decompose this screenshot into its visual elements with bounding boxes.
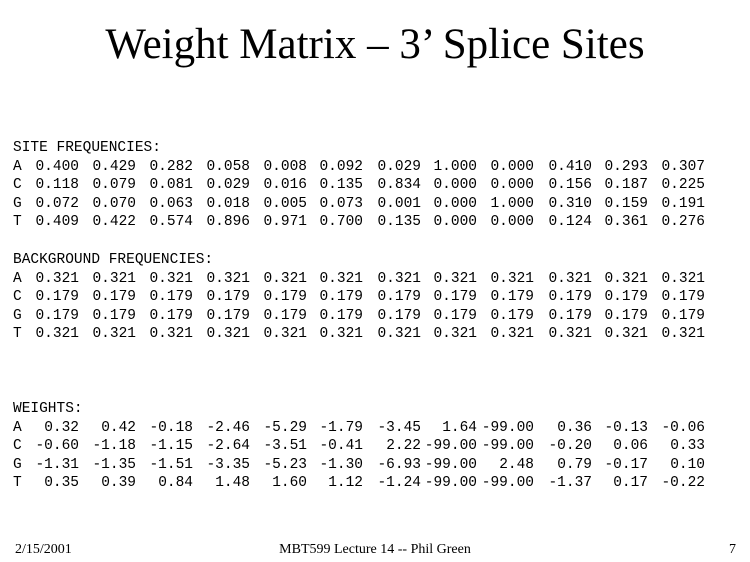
row-label-t: T (13, 326, 22, 342)
matrix-cell: 0.179 (604, 289, 648, 305)
matrix-cell: 0.079 (92, 177, 136, 193)
matrix-cell: 0.321 (149, 326, 193, 342)
matrix-cell: 0.159 (604, 195, 648, 212)
row-label-t: T (13, 475, 22, 491)
matrix-cell: 0.321 (149, 270, 193, 287)
site-frequencies-block (13, 139, 705, 232)
matrix-cell: 0.058 (206, 158, 250, 175)
matrix-cell: 0.321 (661, 326, 705, 342)
matrix-cell: 0.321 (319, 270, 363, 287)
matrix-cell: -99.00 (481, 419, 534, 436)
matrix-cell: 0.321 (377, 270, 421, 287)
row-label-g: G (13, 307, 22, 324)
matrix-cell: 0.834 (377, 177, 421, 193)
matrix-cell: 0.000 (433, 177, 477, 193)
matrix-cell: 1.000 (490, 195, 534, 212)
row-label-a: A (13, 270, 22, 287)
matrix-cell: 0.321 (35, 270, 79, 287)
matrix-cell: -1.31 (35, 456, 79, 473)
matrix-cell: 0.179 (149, 289, 193, 305)
matrix-cell: 0.016 (263, 177, 307, 193)
matrix-cell: 0.225 (661, 177, 705, 193)
matrix-cell: 0.179 (263, 289, 307, 305)
matrix-cell: -1.24 (377, 475, 421, 491)
matrix-cell: 2.22 (386, 438, 421, 454)
matrix-cell: -6.93 (377, 456, 421, 473)
matrix-cell: 0.36 (557, 419, 592, 436)
matrix-cell: 0.321 (548, 326, 592, 342)
matrix-cell: 0.179 (319, 307, 363, 324)
matrix-cell: 0.000 (490, 177, 534, 193)
matrix-cell: -0.20 (548, 438, 592, 454)
row-label-a: A (13, 419, 22, 436)
matrix-cell: 0.179 (206, 307, 250, 324)
matrix-cell: 0.179 (548, 307, 592, 324)
matrix-cell: -0.60 (35, 438, 79, 454)
matrix-cell: -1.18 (92, 438, 136, 454)
matrix-cell: 0.321 (661, 270, 705, 287)
matrix-cell: 0.179 (490, 289, 534, 305)
matrix-cell: 0.574 (149, 214, 193, 230)
row-label-c: C (13, 289, 22, 305)
background-frequency-row-g (13, 307, 705, 326)
matrix-cell: 1.12 (328, 475, 363, 491)
matrix-cell: 2.48 (499, 456, 534, 473)
matrix-cell: 0.018 (206, 195, 250, 212)
site-frequencies-heading: SITE FREQUENCIES: (13, 140, 161, 156)
matrix-cell: 0.179 (548, 289, 592, 305)
matrix-cell: 0.321 (92, 326, 136, 342)
matrix-cell: 0.029 (377, 158, 421, 175)
matrix-cell: 0.896 (206, 214, 250, 230)
matrix-cell: -5.23 (263, 456, 307, 473)
matrix-cell: 0.321 (35, 326, 79, 342)
matrix-cell: 0.073 (319, 195, 363, 212)
matrix-cell: 0.33 (670, 438, 705, 454)
site-frequency-row-a (13, 158, 705, 177)
matrix-cell: 0.179 (490, 307, 534, 324)
row-label-c: C (13, 438, 22, 454)
row-label-g: G (13, 456, 22, 473)
weight-row-c (13, 437, 705, 456)
matrix-cell: 0.070 (92, 195, 136, 212)
matrix-cell: -99.00 (481, 438, 534, 454)
matrix-cell: -0.41 (319, 438, 363, 454)
matrix-cell: 0.321 (604, 326, 648, 342)
matrix-cell: 0.000 (433, 214, 477, 230)
matrix-cell: 0.179 (433, 289, 477, 305)
weights-heading: WEIGHTS: (13, 401, 83, 417)
weights-block (13, 400, 705, 493)
matrix-cell: 1.64 (442, 419, 477, 436)
matrix-cell: 0.429 (92, 158, 136, 175)
matrix-cell: -2.46 (206, 419, 250, 436)
matrix-cell: -1.35 (92, 456, 136, 473)
matrix-cell: 0.282 (149, 158, 193, 175)
matrix-cell: -1.15 (149, 438, 193, 454)
matrix-cell: 0.410 (548, 158, 592, 175)
matrix-cell: 0.409 (35, 214, 79, 230)
weight-row-t (13, 474, 705, 493)
matrix-cell: 0.307 (661, 158, 705, 175)
matrix-cell: 0.42 (101, 419, 136, 436)
matrix-cell: 0.179 (35, 289, 79, 305)
matrix-cell: 0.179 (35, 307, 79, 324)
matrix-cell: 0.321 (433, 326, 477, 342)
matrix-cell: 1.48 (215, 475, 250, 491)
matrix-cell: 0.06 (613, 438, 648, 454)
matrix-cell: 0.001 (377, 195, 421, 212)
matrix-cell: 0.321 (377, 326, 421, 342)
background-frequencies-block (13, 251, 705, 344)
matrix-cell: 0.422 (92, 214, 136, 230)
matrix-cell: -0.18 (149, 419, 193, 436)
row-label-a: A (13, 158, 22, 175)
footer-course-title: MBT599 Lecture 14 -- Phil Green (279, 542, 471, 557)
matrix-cell: -5.29 (263, 419, 307, 436)
matrix-cell: 0.000 (490, 214, 534, 230)
matrix-cell: 0.321 (490, 326, 534, 342)
matrix-cell: -1.37 (548, 475, 592, 491)
matrix-cell: -0.22 (661, 475, 705, 491)
matrix-cell: 0.135 (319, 177, 363, 193)
matrix-cell: 0.191 (661, 195, 705, 212)
row-label-t: T (13, 214, 22, 230)
matrix-cell: 0.321 (263, 270, 307, 287)
weight-row-g (13, 456, 705, 475)
matrix-cell: 0.361 (604, 214, 648, 230)
matrix-cell: 0.321 (490, 270, 534, 287)
matrix-cell: 0.179 (92, 307, 136, 324)
matrix-cell: 0.321 (319, 326, 363, 342)
matrix-cell: 0.10 (670, 456, 705, 473)
matrix-cell: -3.45 (377, 419, 421, 436)
matrix-cell: 0.179 (263, 307, 307, 324)
site-frequency-row-g (13, 195, 705, 214)
matrix-cell: 0.092 (319, 158, 363, 175)
matrix-cell: 0.124 (548, 214, 592, 230)
matrix-cell: 0.179 (319, 289, 363, 305)
matrix-cell: 0.008 (263, 158, 307, 175)
matrix-cell: 0.276 (661, 214, 705, 230)
matrix-cell: 0.293 (604, 158, 648, 175)
matrix-cell: -99.00 (424, 438, 477, 454)
matrix-cell: 0.179 (604, 307, 648, 324)
matrix-cell: 0.000 (433, 195, 477, 212)
matrix-cell: -99.00 (424, 475, 477, 491)
footer-page-number: 7 (729, 542, 736, 557)
matrix-cell: -0.06 (661, 419, 705, 436)
matrix-cell: 0.179 (92, 289, 136, 305)
matrix-cell: 0.400 (35, 158, 79, 175)
matrix-cell: 0.179 (661, 289, 705, 305)
site-frequency-row-c (13, 176, 705, 195)
matrix-cell: 0.005 (263, 195, 307, 212)
matrix-cell: -99.00 (424, 456, 477, 473)
matrix-cell: -1.51 (149, 456, 193, 473)
background-frequency-row-t (13, 325, 705, 344)
matrix-cell: 0.310 (548, 195, 592, 212)
matrix-cell: 0.179 (377, 289, 421, 305)
matrix-cell: 1.000 (433, 158, 477, 175)
matrix-cell: 0.081 (149, 177, 193, 193)
background-frequency-row-a (13, 270, 705, 289)
matrix-cell: 0.321 (263, 326, 307, 342)
matrix-cell: 0.072 (35, 195, 79, 212)
matrix-cell: 0.35 (44, 475, 79, 491)
background-frequency-row-c (13, 288, 705, 307)
slide-title: Weight Matrix – 3’ Splice Sites (105, 21, 645, 68)
matrix-cell: 0.39 (101, 475, 136, 491)
matrix-cell: -0.17 (604, 456, 648, 473)
matrix-cell: 0.179 (149, 307, 193, 324)
matrix-cell: -3.51 (263, 438, 307, 454)
matrix-cell: -1.79 (319, 419, 363, 436)
matrix-cell: 1.60 (272, 475, 307, 491)
matrix-cell: 0.321 (206, 270, 250, 287)
row-label-g: G (13, 195, 22, 212)
matrix-cell: 0.321 (548, 270, 592, 287)
matrix-cell: 0.000 (490, 158, 534, 175)
matrix-cell: 0.321 (92, 270, 136, 287)
matrix-cell: 0.179 (377, 307, 421, 324)
matrix-cell: 0.971 (263, 214, 307, 230)
matrix-cell: 0.84 (158, 475, 193, 491)
matrix-cell: 0.135 (377, 214, 421, 230)
matrix-cell: 0.32 (44, 419, 79, 436)
matrix-cell: 0.321 (604, 270, 648, 287)
site-frequency-row-t (13, 213, 705, 232)
matrix-cell: 0.79 (557, 456, 592, 473)
matrix-cell: 0.156 (548, 177, 592, 193)
matrix-cell: 0.321 (206, 326, 250, 342)
weight-row-a (13, 419, 705, 438)
matrix-cell: 0.063 (149, 195, 193, 212)
matrix-cell: -0.13 (604, 419, 648, 436)
row-label-c: C (13, 177, 22, 193)
matrix-cell: -1.30 (319, 456, 363, 473)
matrix-cell: 0.179 (433, 307, 477, 324)
matrix-cell: 0.029 (206, 177, 250, 193)
background-frequencies-heading: BACKGROUND FREQUENCIES: (13, 252, 214, 268)
matrix-cell: 0.17 (613, 475, 648, 491)
footer-date: 2/15/2001 (15, 542, 72, 557)
matrix-cell: 0.187 (604, 177, 648, 193)
matrix-cell: 0.118 (35, 177, 79, 193)
matrix-cell: -3.35 (206, 456, 250, 473)
matrix-cell: 0.179 (206, 289, 250, 305)
matrix-cell: 0.700 (319, 214, 363, 230)
matrix-cell: -99.00 (481, 475, 534, 491)
matrix-cell: 0.179 (661, 307, 705, 324)
matrix-cell: 0.321 (433, 270, 477, 287)
matrix-cell: -2.64 (206, 438, 250, 454)
